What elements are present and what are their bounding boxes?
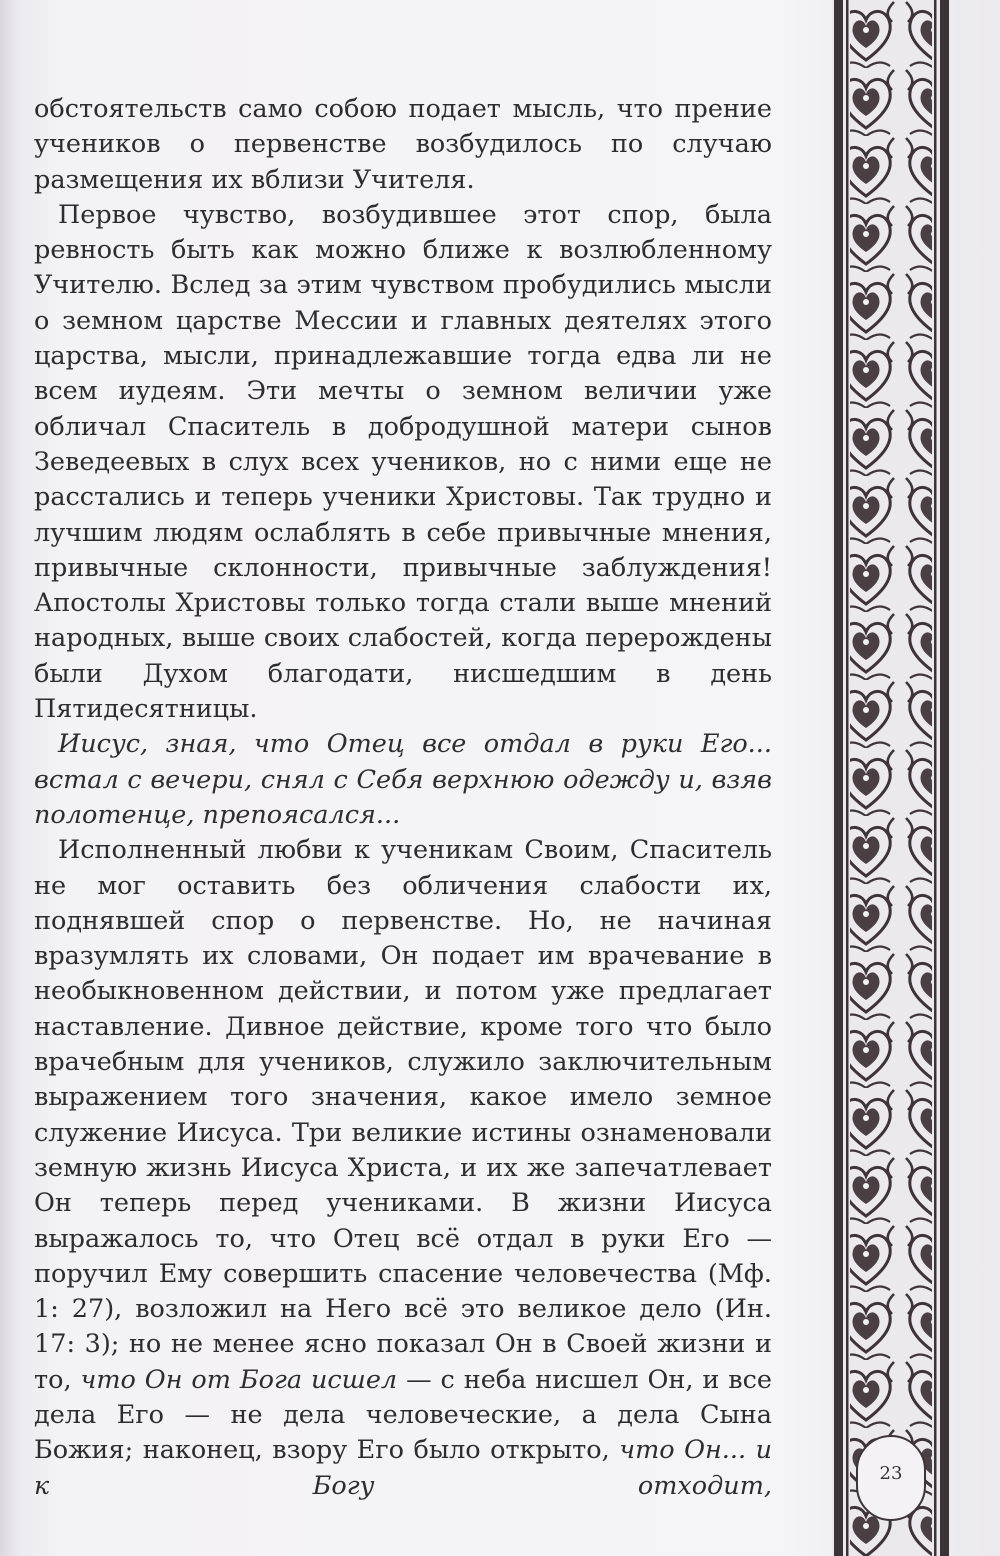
- paragraph-4-part-a: Исполненный любви к ученикам Своим, Спаситель не мог оставить без обличения слабости их, поднявшей спор о первенстве. Но, не начиная вразумлять их словами, Он подает им врачевание в необыкновенном действии, и потом уже предлагает наставление. Дивное действие, кроме того что было врачебным для учеников, служило заключительным выражением того значения, какое имело земное служение Иисуса. Три великие истины ознаменовали земную жизнь Иисуса Христа, и их же запечатлевает Он теперь перед учениками. В жизни Иисуса выражалось то, что Отец всё отдал в руки Его — поручил Ему совершить спасение человечества (Мф. 1: 27), возложил на Него всё это великое дело (Ин. 17: 3); но не менее ясно показал Он в Своей жизни и то,: [34, 835, 772, 1395]
- paragraph-2: Первое чувство, возбудившее этот спор, была ревность быть как можно ближе к возлюбленному Учителю. Вслед за этим чувством пробудились мысли о земном царстве Мессии и главных деятелях этого царства, мысли, принадлежавшие тогда едва ли не всем иудеям. Эти мечты о земном величии уже обличал Спаситель в добродушной матери сынов Зеведеевых в слух всех учеников, но с ними еще не расстались и теперь ученики Христовы. Так трудно и лучшим людям ослаблять в себе привычные мнения, привычные склонности, привычные заблуждения! Апостолы Христовы только тогда стали выше мнений народных, выше своих слабостей, когда перерождены были Духом благодати, нисшедшим в день Пятидесятницы.: [34, 199, 772, 725]
- scripture-quote: Иисус, зная, что Отец все отдал в руки Его... встал с вечери, снял с Себя верхнюю одежду и, взяв полотенце, препоясался...: [34, 729, 772, 830]
- paragraph-4-part-b: — с неба нисшел Он, и все дела Его — не дела человеческие, а дела Сына Божия; наконец, взору Его было открыто,: [34, 1364, 773, 1466]
- paragraph-4-emphasis-1: что Он от Бога исшел: [80, 1364, 398, 1395]
- paragraph-4-emphasis-2: что Он... и к Богу отходит,: [34, 1435, 772, 1501]
- page-number: 23: [879, 1463, 903, 1484]
- paragraph-4: [34, 833, 772, 1504]
- ornamental-border: [832, 0, 950, 1556]
- paragraph-1: обстоятельств само собою подает мысль, что прение учеников о первенстве возбудилось по случаю размещения их вблизи Учителя.: [34, 94, 772, 195]
- page-text: [34, 92, 772, 1504]
